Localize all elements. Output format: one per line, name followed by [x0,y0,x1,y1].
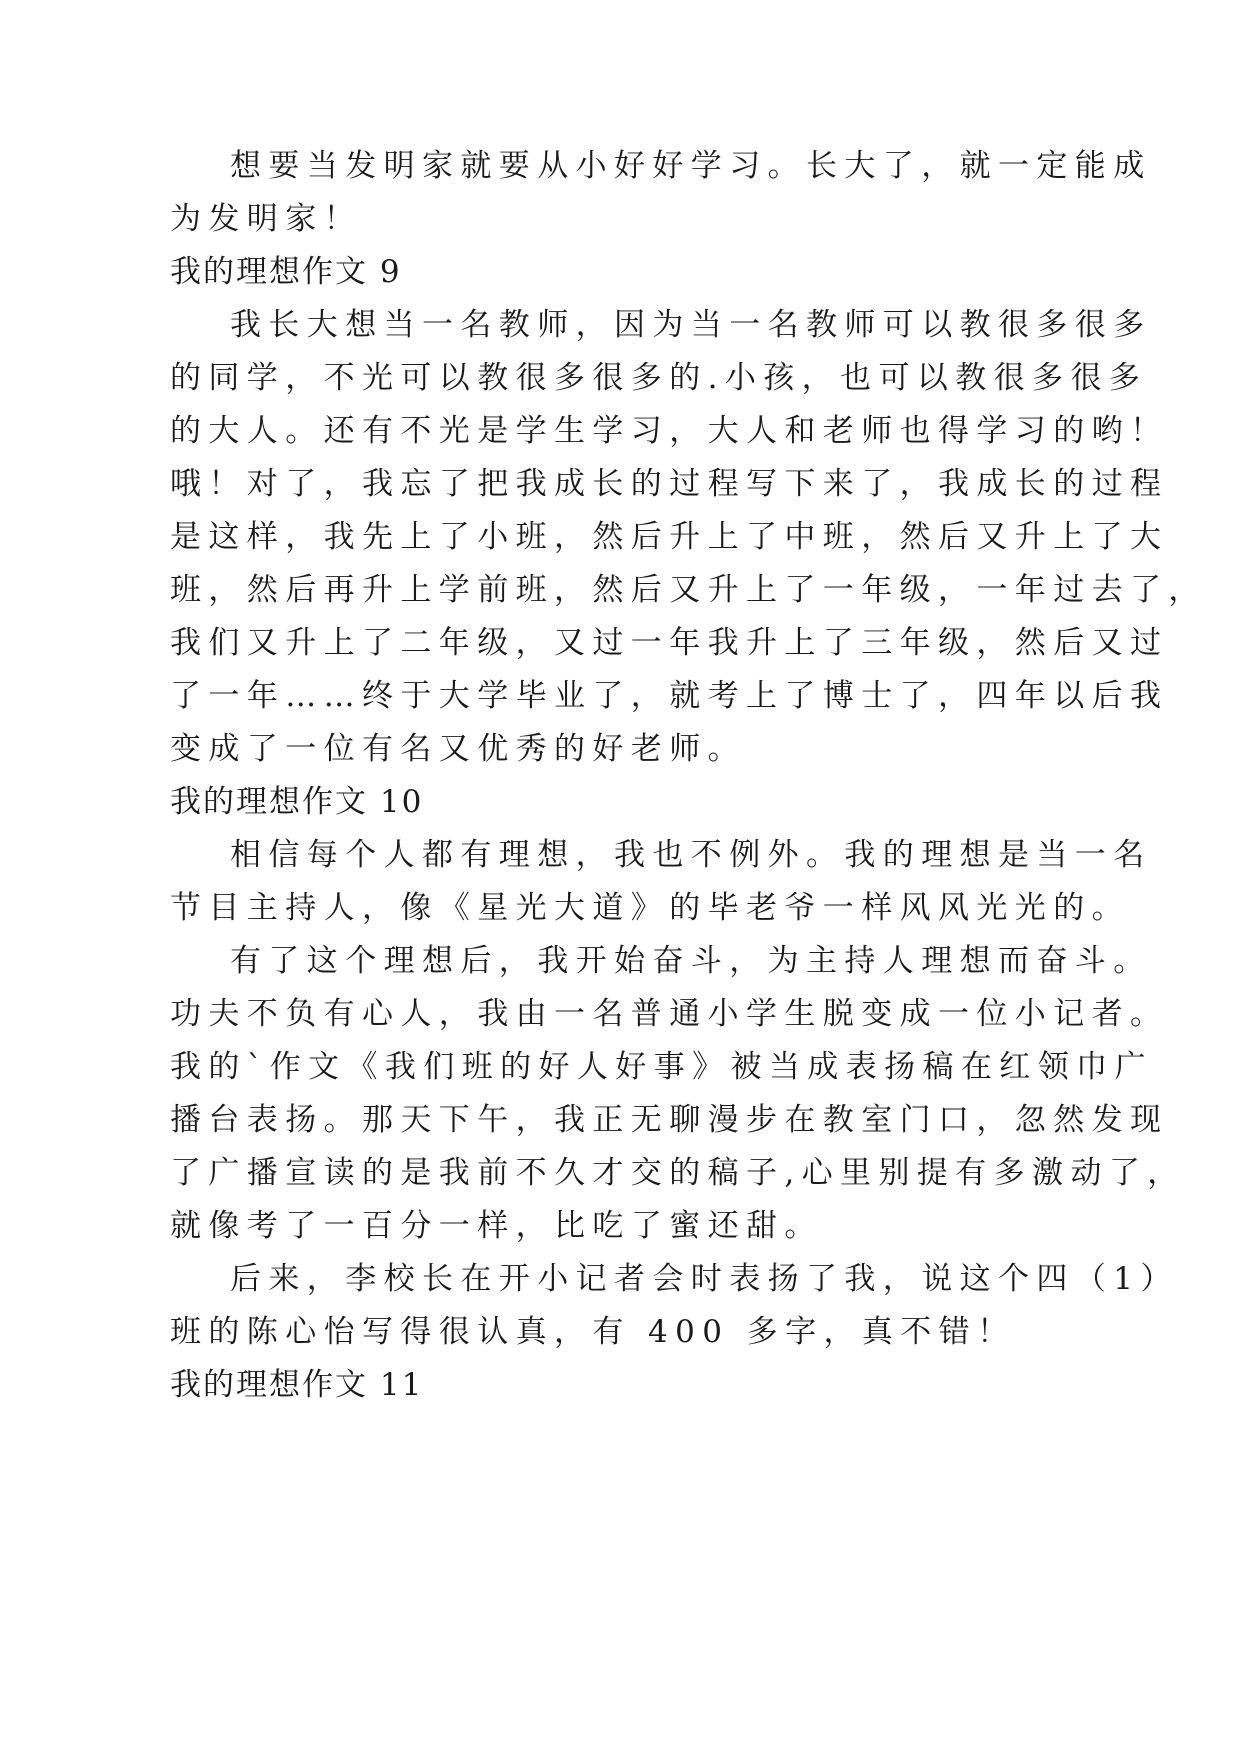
paragraph-line: 为发明家！ [170,201,362,237]
section-heading: 我的理想作文 9 [170,254,402,290]
paragraph-line: 班，然后再升上学前班，然后又升上了一年级，一年过去了， [170,572,1207,608]
paragraph-line: 是这样，我先上了小班，然后升上了中班，然后又升上了大 [170,519,1169,555]
paragraph-line: 相信每个人都有理想，我也不例外。我的理想是当一名 [230,837,1152,873]
paragraph-line: 变成了一位有名又优秀的好老师。 [170,731,746,767]
paragraph-line: 节目主持人，像《星光大道》的毕老爷一样风风光光的。 [170,890,1130,926]
paragraph-line: 后来，李校长在开小记者会时表扬了我，说这个四（1） [230,1261,1179,1297]
paragraph-line: 功夫不负有心人，我由一名普通小学生脱变成一位小记者。 [170,996,1169,1032]
paragraph-line: 的同学，不光可以教很多很多的.小孩，也可以教很多很多 [170,360,1148,396]
section-heading: 我的理想作文 10 [170,784,424,820]
paragraph-line: 我们又升上了二年级，又过一年我升上了三年级，然后又过 [170,625,1169,661]
paragraph-line: 的大人。还有不光是学生学习，大人和老师也得学习的哟！ [170,413,1169,449]
paragraph-line: 了广播宣读的是我前不久才交的稿子,心里别提有多激动了， [170,1155,1186,1191]
paragraph-line: 就像考了一百分一样，比吃了蜜还甜。 [170,1208,823,1244]
paragraph-line: 我的`作文《我们班的好人好事》被当成表扬稿在红领巾广 [170,1049,1153,1085]
paragraph-line: 有了这个理想后，我开始奋斗，为主持人理想而奋斗。 [230,943,1152,979]
paragraph-line: 班的陈心怡写得很认真，有 400 多字，真不错！ [170,1314,1016,1350]
paragraph-line: 了一年……终于大学毕业了，就考上了博士了，四年以后我 [170,678,1169,714]
paragraph-line: 哦！对了，我忘了把我成长的过程写下来了，我成长的过程 [170,466,1169,502]
paragraph-line: 播台表扬。那天下午，我正无聊漫步在教室门口，忽然发现 [170,1102,1169,1138]
section-heading: 我的理想作文 11 [170,1367,424,1403]
paragraph-line: 我长大想当一名教师，因为当一名教师可以教很多很多 [230,307,1152,343]
paragraph-line: 想要当发明家就要从小好好学习。长大了，就一定能成 [230,148,1152,184]
